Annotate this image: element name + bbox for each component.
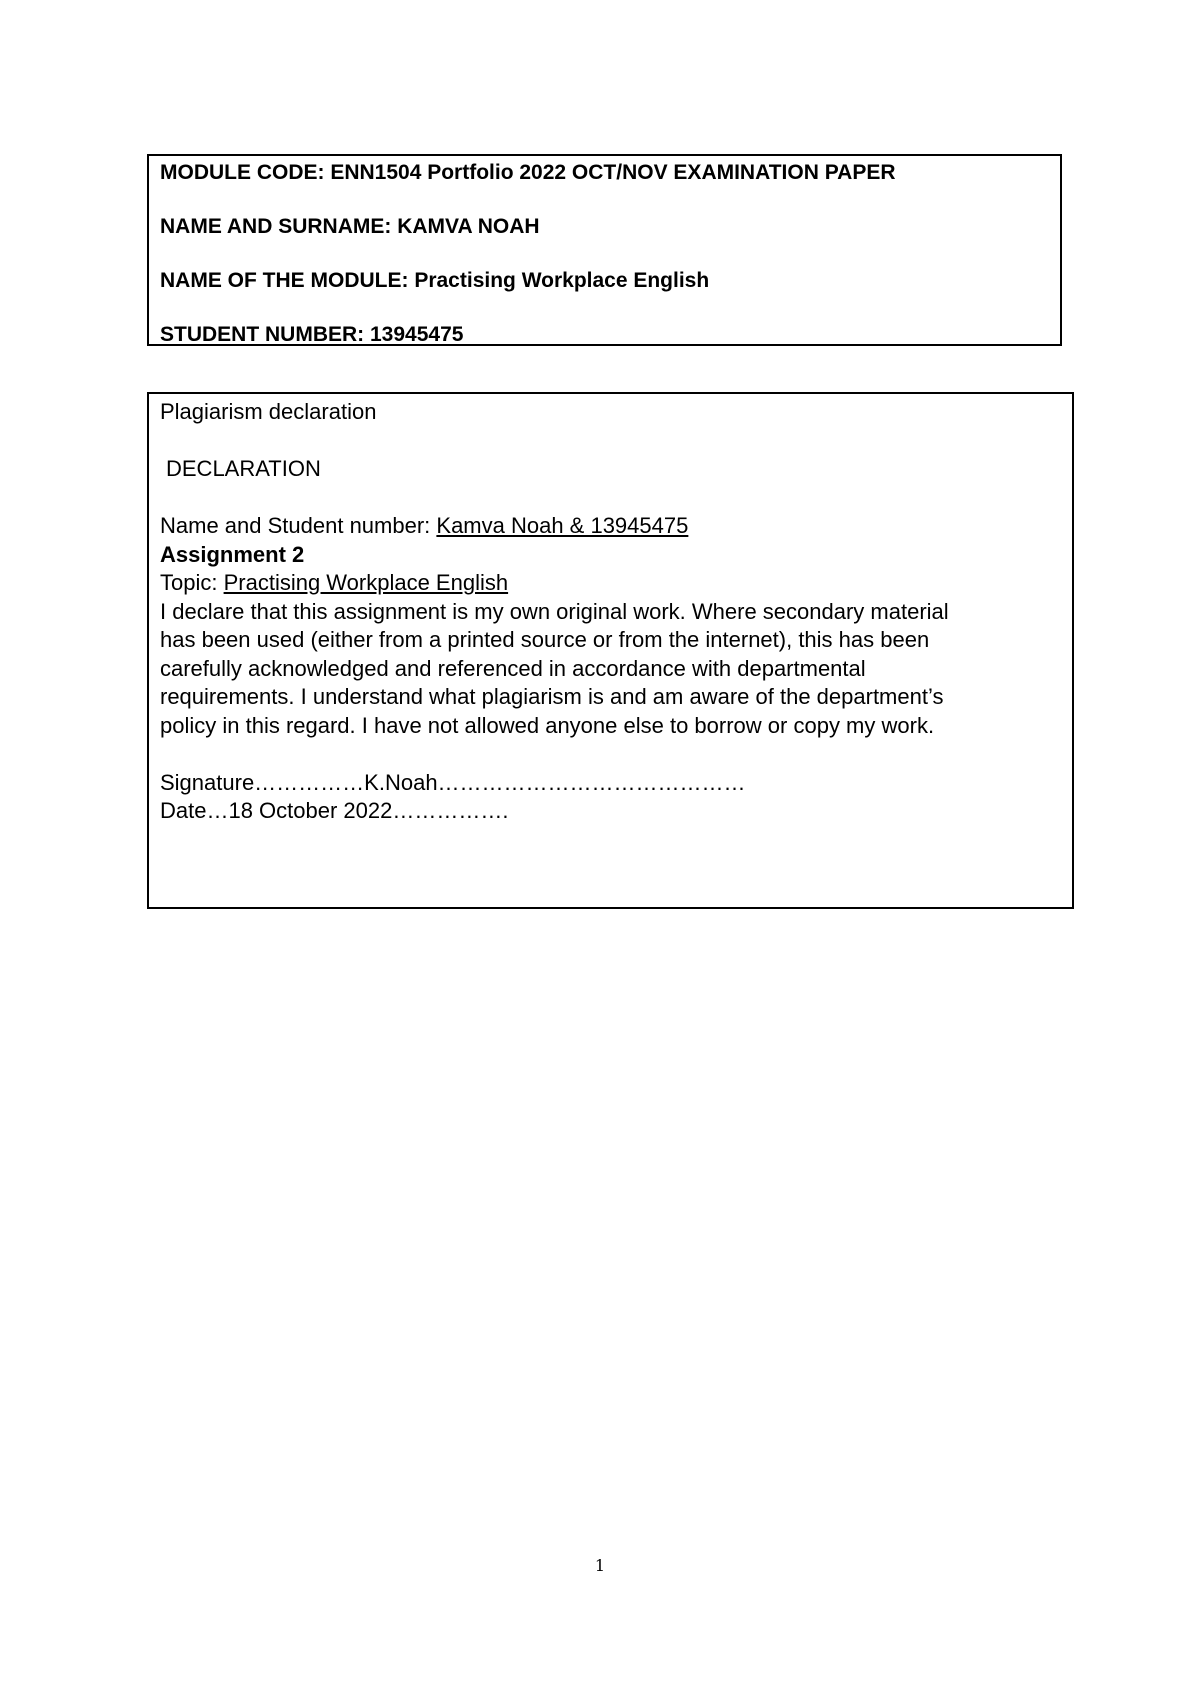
declaration-box (147, 392, 1074, 909)
topic-value: Practising Workplace English (223, 570, 509, 595)
module-code-label: MODULE CODE: (160, 161, 331, 184)
module-name-line (160, 268, 1060, 294)
signature-line: Signature……………K.Noah…………………………………… (160, 769, 746, 795)
module-info-box (147, 154, 1062, 346)
statement-line: I declare that this assignment is my own original work. Where secondary material (160, 598, 949, 624)
declaration-title: DECLARATION (166, 456, 321, 481)
declaration-heading: Plagiarism declaration (160, 399, 377, 424)
statement-line: policy in this regard. I have not allowed anyone else to borrow or copy my work. (160, 712, 935, 738)
module-name-value: Practising Workplace English (414, 269, 710, 292)
topic-label: Topic: (160, 570, 224, 595)
date-line: Date…18 October 2022……………. (160, 798, 509, 823)
statement-line: has been used (either from a printed source or from the internet), this has been (160, 627, 930, 652)
student-number-label: STUDENT NUMBER: (160, 323, 370, 346)
student-number-line (160, 322, 1060, 348)
declaration-name-value: Kamva Noah & 13945475 (436, 513, 689, 538)
module-name-label: NAME OF THE MODULE: (160, 269, 415, 292)
module-code-line (160, 160, 1060, 186)
declaration-name-label: Name and Student number: (160, 513, 437, 538)
name-surname-value: KAMVA NOAH (397, 215, 540, 238)
statement-line: requirements. I understand what plagiarism is and am aware of the department’s (160, 684, 944, 709)
statement-line: carefully acknowledged and referenced in accordance with departmental (160, 655, 866, 681)
module-code-value: ENN1504 Portfolio 2022 OCT/NOV EXAMINATION PAPER (330, 161, 896, 184)
topic-line (160, 569, 1072, 598)
name-surname-line (160, 214, 1060, 240)
assignment-label: Assignment 2 (160, 541, 305, 567)
name-surname-label: NAME AND SURNAME: (160, 215, 398, 238)
page-number: 1 (594, 1556, 606, 1575)
declaration-name-line (160, 512, 1072, 541)
student-number-value: 13945475 (370, 323, 464, 346)
